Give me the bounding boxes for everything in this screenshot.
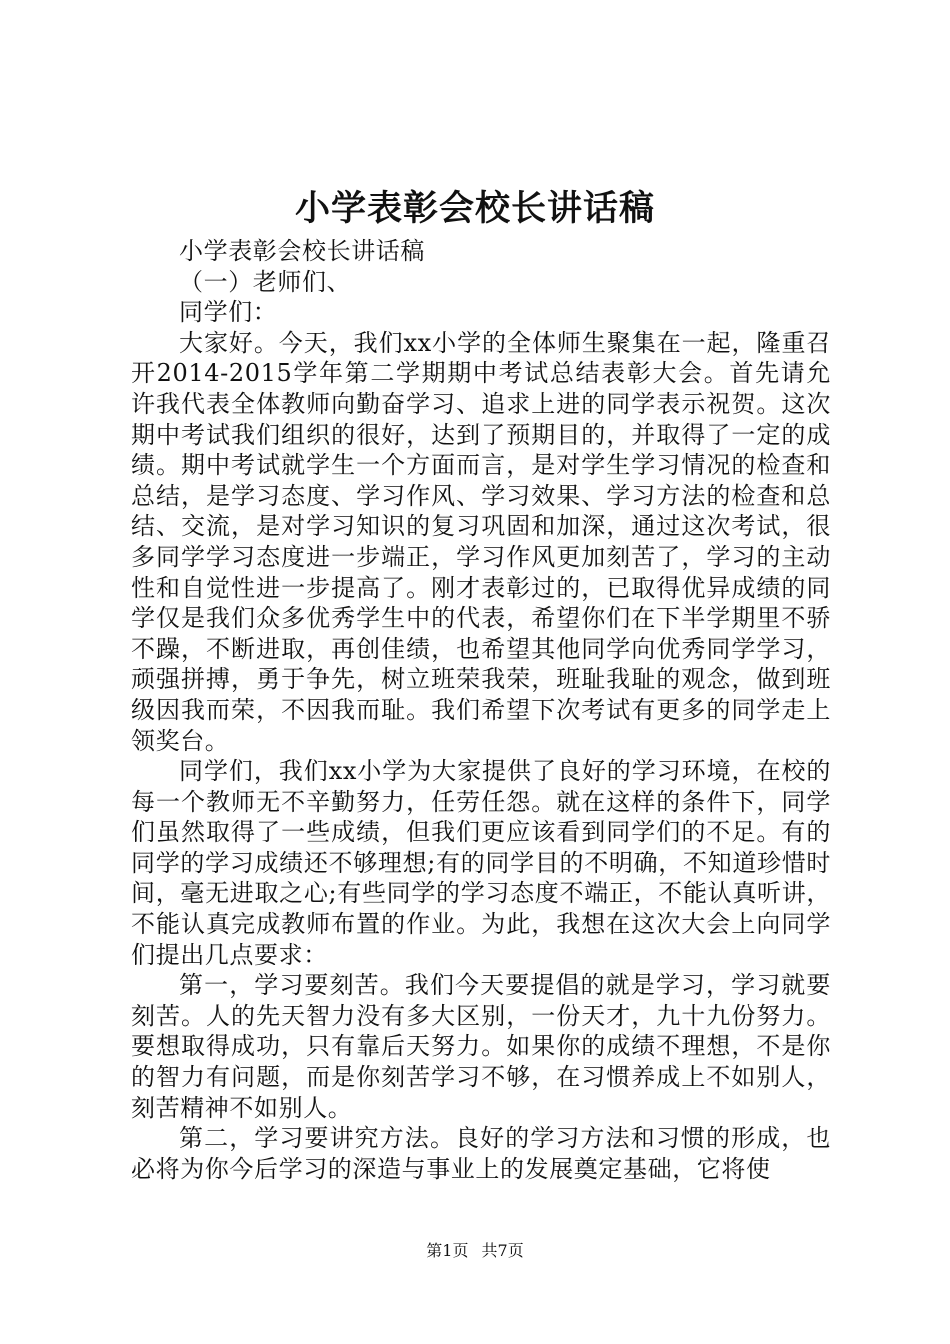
page-footer (0, 1240, 950, 1262)
page-total: 共7页 (481, 1241, 524, 1260)
paragraph-subtitle: 小学表彰会校长讲话稿 (179, 237, 425, 265)
paragraph-salutation-teachers: （一）老师们、 (179, 267, 352, 296)
page-number: 第1页 (426, 1241, 469, 1260)
document-body (131, 236, 831, 1184)
paragraph-salutation-students: 同学们： (179, 298, 278, 327)
paragraph: 大家好。今天，我们xx小学的全体师生聚集在一起，隆重召开2014-2015学年第二学期期中考试总结表彰大会。首先请允许我代表全体教师向勤奋学习、追求上进的同学表示祝贺。这次期中考试我们组织的很好，达到了预期目的，并取得了一定的成绩。期中考试就学生一个方面而言，是对学生学习情况的检查和总结，是学习态度、学习作风、学习效果、学习方法的检查和总结、交流，是对学习知识的复习巩固和加深，通过这次考试，很多同学学习态度进一步端正，学习作风更加刻苦了，学习的主动性和自觉性进一步提高了。刚才表彰过的，已取得优异成绩的同学仅是我们众多优秀学生中的代表，希望你们在下半学期里不骄不躁，不断进取，再创佳绩，也希望其他同学向优秀同学学习，顽强拼搏，勇于争先，树立班荣我荣，班耻我耻的观念，做到班级因我而荣，不因我而耻。我们希望下次考试有更多的同学走上领奖台。 (131, 328, 831, 755)
paragraph: 第二，学习要讲究方法。良好的学习方法和习惯的形成，也必将为你今后学习的深造与事业上的发展奠定基础，它将使 (131, 1124, 831, 1183)
document-title: 小学表彰会校长讲话稿 (294, 188, 655, 229)
paragraph: 第一，学习要刻苦。我们今天要提倡的就是学习，学习就要刻苦。人的先天智力没有多大区别，一份天才，九十九份努力。要想取得成功，只有靠后天努力。如果你的成绩不理想，不是你的智力有问题，而是你刻苦学习不够，在习惯养成上不如别人，刻苦精神不如别人。 (131, 971, 831, 1122)
paragraph: 同学们，我们xx小学为大家提供了良好的学习环境，在校的每一个教师无不辛勤努力，任劳任怨。就在这样的条件下，同学们虽然取得了一些成绩，但我们更应该看到同学们的不足。有的同学的学习成绩还不够理想;有的同学目的不明确，不知道珍惜时间，毫无进取之心;有些同学的学习态度不端正，不能认真听讲，不能认真完成教师布置的作业。为此，我想在这次大会上向同学们提出几点要求： (131, 757, 831, 969)
